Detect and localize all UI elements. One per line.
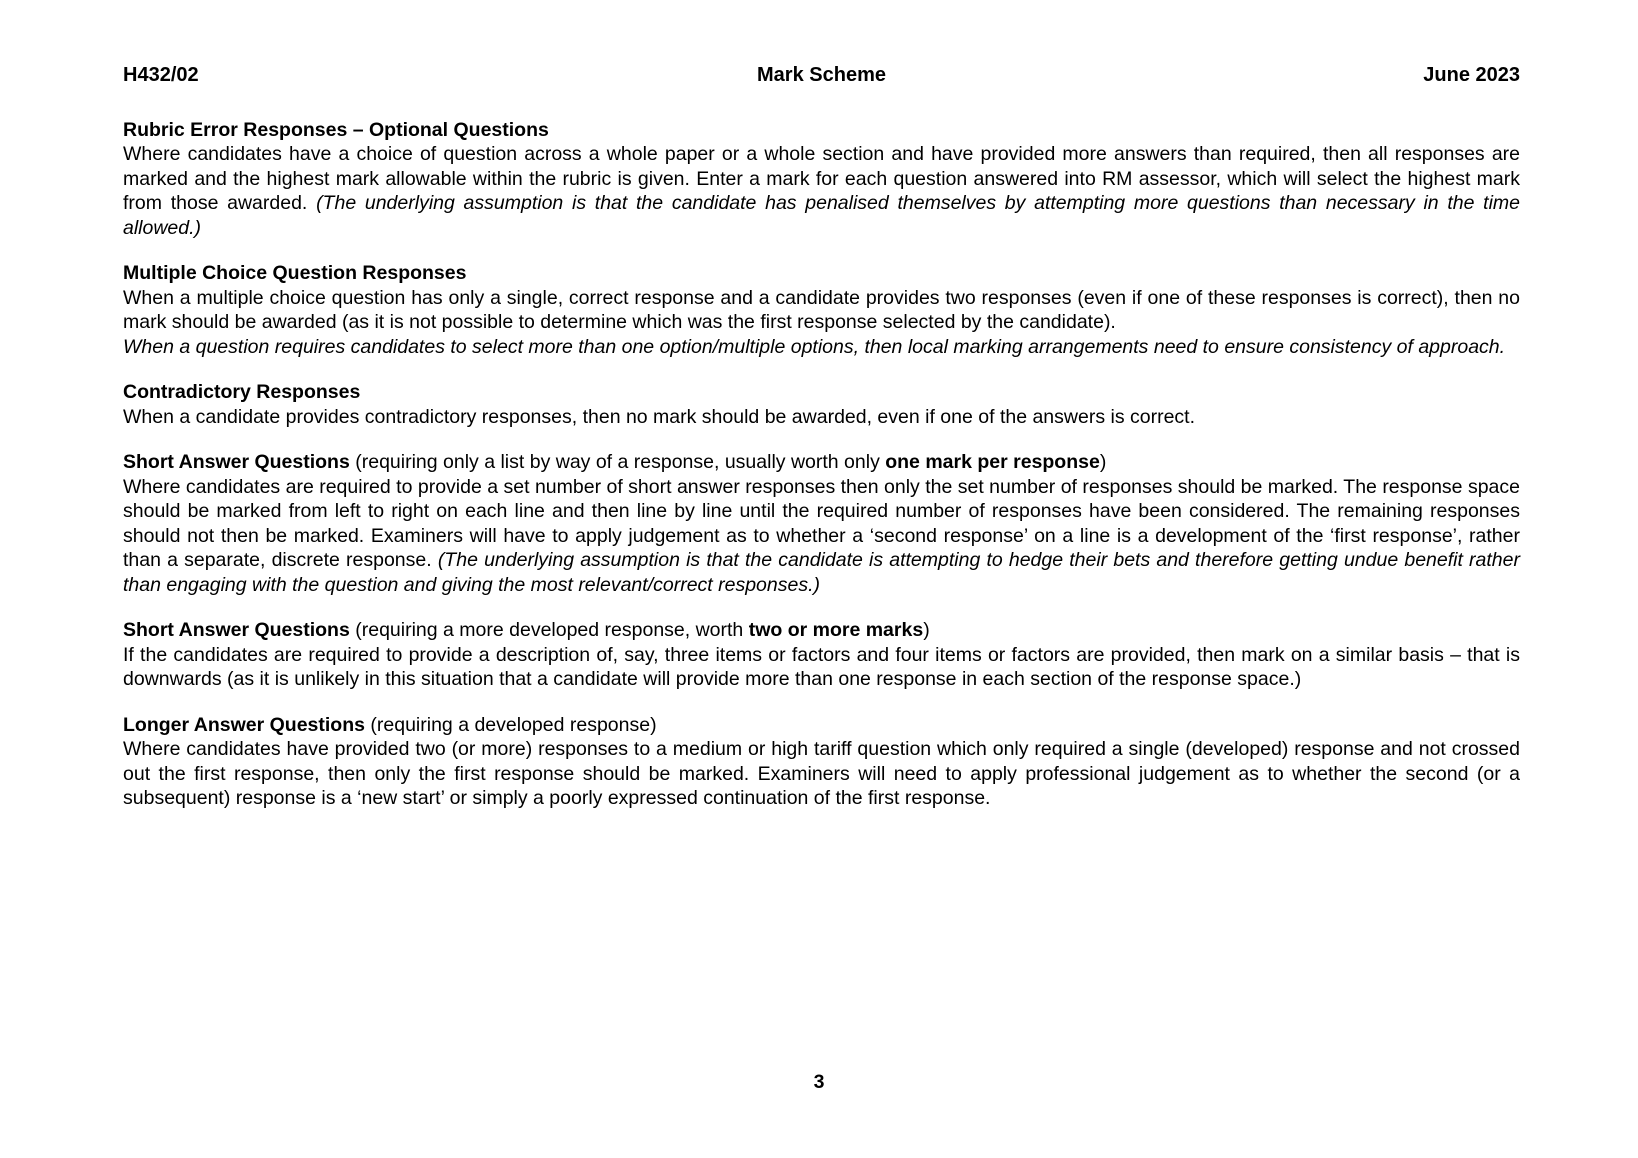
text-run: (requiring a developed response) [364,713,657,736]
text-run: Contradictory Responses [123,381,361,403]
section-paragraph [123,737,1520,811]
doc-section [123,713,1520,811]
text-run: Where candidates have provided two (or more) responses to a medium or high tariff question which only required a single (developed) response and not crossed out the first response, then only the first response should be marked. Examiners will need to apply professional judgement as to whether the second (or a subsequent) response is a ‘new start’ or simply a poorly expressed continuation of the first response. [123,738,1520,809]
text-run: When a candidate provides contradictory responses, then no mark should be awarded, even if one of the answers is correct. [123,405,1196,428]
section-heading [123,380,1520,405]
text-run: (requiring only a list by way of a response, usually worth only [349,451,886,473]
text-run: one mark per response [885,451,1100,473]
text-run: ) [923,619,930,641]
doc-section [123,380,1520,429]
header-paper-code: H432/02 [123,64,199,86]
doc-section [123,261,1520,359]
text-run: Multiple Choice Question Responses [123,262,467,284]
section-heading [123,450,1520,475]
document-body [123,118,1520,811]
section-paragraph [123,335,1520,360]
text-run: (The underlying assumption is that the candidate is attempting to hedge their bets and therefore getting undue benefit rather than engaging with the question and giving the most relevant/correct responses.) [123,549,1520,596]
text-run: If the candidates are required to provide a description of, say, three items or factors and four items or factors are provided, then mark on a similar basis – that is downwards (as it is unlikely in this situation that a candidate will provide more than one response in each section of the response space.) [123,643,1520,690]
text-run: Where candidates have a choice of question across a whole paper or a whole section and have provided more answers than required, then all responses are marked and the highest mark allowable within the rubric is given. Enter a mark for each question answered into RM assessor, which will select the highest mark from those awarded. [123,143,1520,214]
header-date: June 2023 [1423,64,1520,86]
text-run: (requiring a more developed response, worth [349,619,749,641]
text-run: Where candidates are required to provide a set number of short answer responses then only the set number of responses should be marked. The response space should be marked from left to right on each line and then line by line until the required number of responses have been considered. The remaining responses should not then be marked. Examiners will have to apply judgement as to whether a ‘second response’ on a line is a development of the ‘first response’, rather than a separate, discrete response. [123,475,1520,571]
document-header [123,63,1520,88]
section-heading [123,261,1520,286]
doc-section [123,618,1520,692]
doc-section [123,118,1520,241]
text-run: (The underlying assumption is that the candidate has penalised themselves by attempting more questions than necessary in the time allowed.) [123,192,1520,239]
section-paragraph [123,405,1520,430]
section-paragraph [123,643,1520,692]
section-paragraph [123,475,1520,598]
text-run: When a multiple choice question has only a single, correct response and a candidate provides two responses (even if one of these responses is correct), then no mark should be awarded (as it is not possible to determine which was the first response selected by the candidate). [123,286,1520,333]
header-title: Mark Scheme [757,64,886,86]
document-footer [0,1070,1638,1095]
section-heading [123,618,1520,643]
text-run: Rubric Error Responses – Optional Questions [123,118,549,141]
page-number: 3 [813,1071,825,1093]
section-paragraph [123,142,1520,240]
section-paragraph [123,286,1520,335]
text-run: When a question requires candidates to select more than one option/multiple options, then local marking arrangements need to ensure consistency of approach. [123,335,1506,358]
section-heading [123,713,1520,738]
doc-section [123,450,1520,597]
text-run: ) [1099,451,1107,473]
text-run: Longer Answer Questions [123,713,365,736]
section-heading [123,118,1520,143]
text-run: Short Answer Questions [123,451,350,473]
text-run: two or more marks [748,619,924,641]
text-run: Short Answer Questions [123,619,350,641]
